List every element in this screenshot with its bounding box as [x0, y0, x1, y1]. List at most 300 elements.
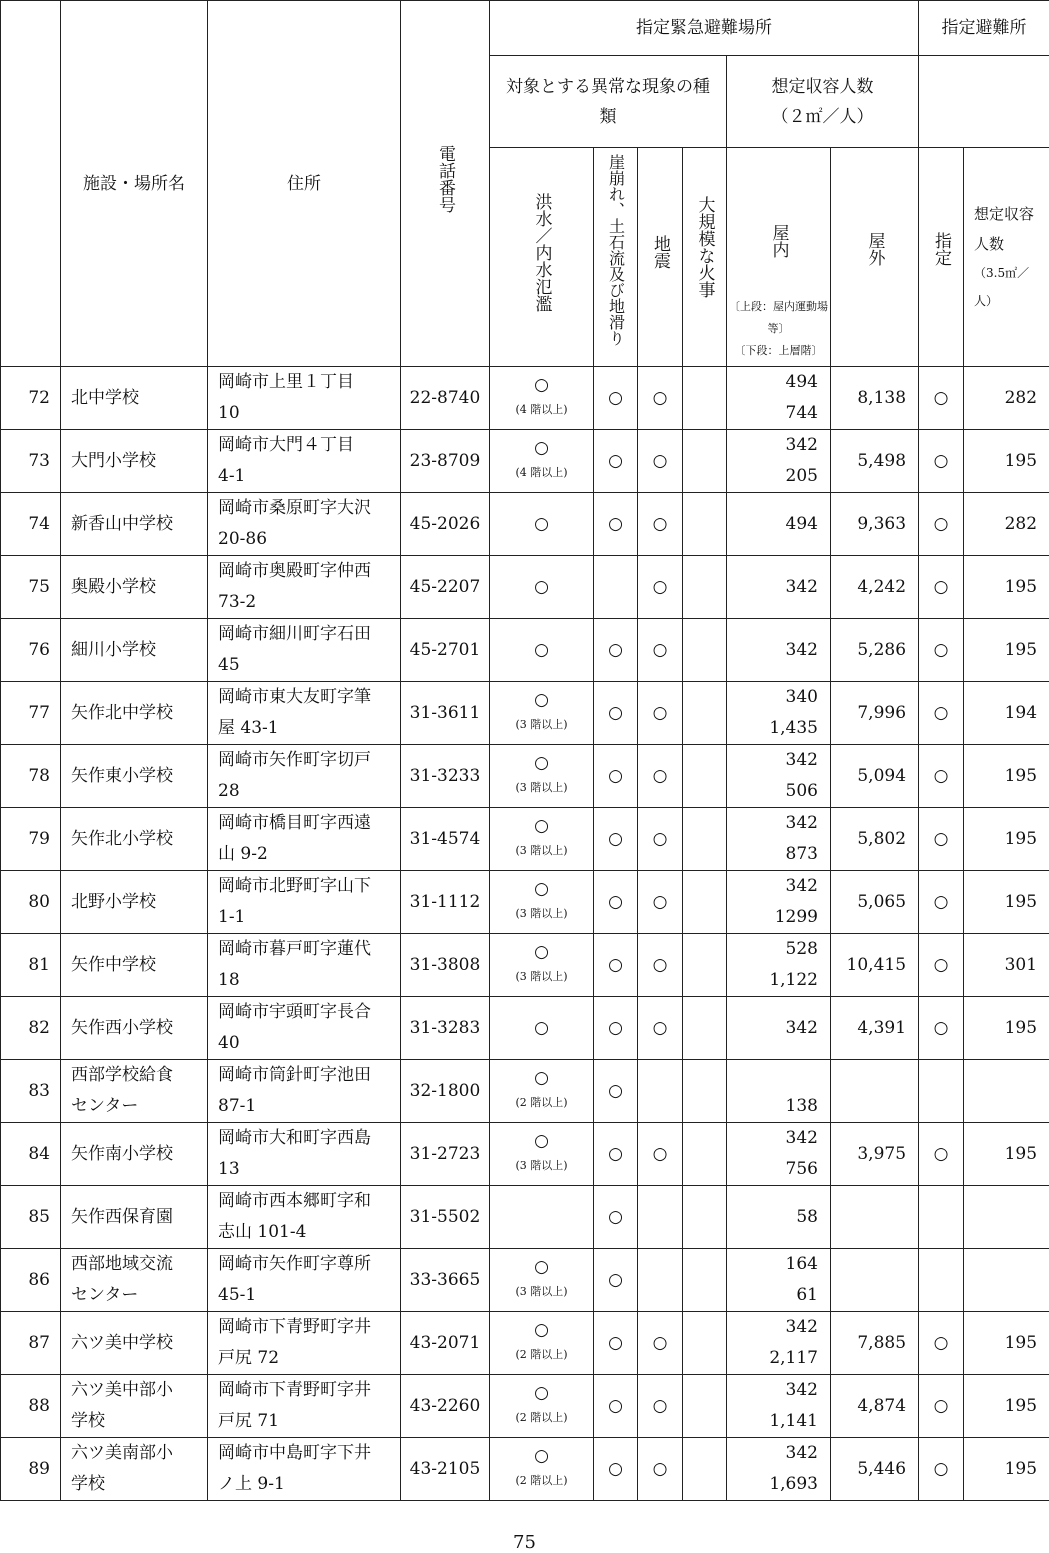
indoor-capacity-lower: 138	[785, 1096, 818, 1116]
header-no	[1, 1, 61, 367]
landslide-mark: ○	[594, 997, 638, 1060]
indoor-capacity-cell	[727, 430, 831, 493]
header-designated: 指定	[919, 148, 964, 367]
indoor-capacity-upper: 342	[785, 750, 818, 770]
row-number: 76	[1, 619, 61, 682]
address-line2: 20-86	[218, 529, 268, 549]
page-number: 75	[513, 1532, 536, 1553]
landslide-mark: ○	[594, 1123, 638, 1186]
address-cell	[208, 430, 401, 493]
designated-mark: ○	[919, 808, 964, 871]
address-line2: 戸尻 72	[218, 1348, 280, 1368]
address-line2: 87-1	[218, 1096, 257, 1116]
address-line1: 岡崎市桑原町字大沢	[218, 498, 371, 518]
fire-mark	[683, 1438, 727, 1501]
address-line2: 志山 101-4	[218, 1222, 307, 1242]
row-number: 82	[1, 997, 61, 1060]
facility-name-cell	[61, 619, 208, 682]
facility-name-cell	[61, 1312, 208, 1375]
header-landslide: 崖崩れ、土石流及び地滑り	[594, 148, 638, 367]
phone-number: 31-3233	[401, 745, 490, 808]
facility-name-cell	[61, 682, 208, 745]
row-number: 73	[1, 430, 61, 493]
phone-number: 31-2723	[401, 1123, 490, 1186]
landslide-mark: ○	[594, 367, 638, 430]
phone-number: 31-1112	[401, 871, 490, 934]
facility-name: 奥殿小学校	[71, 576, 156, 597]
indoor-capacity-cell	[727, 997, 831, 1060]
flood-cell	[490, 493, 594, 556]
indoor-capacity-lower: 2,117	[769, 1348, 818, 1368]
address-line1: 岡崎市中島町字下井	[218, 1443, 371, 1463]
outdoor-capacity	[831, 1249, 919, 1312]
flood-cell	[490, 997, 594, 1060]
indoor-capacity-lower: 506	[785, 781, 818, 801]
table-row	[1, 1312, 1049, 1375]
flood-cell	[490, 1438, 594, 1501]
address-cell	[208, 1060, 401, 1123]
phone-number: 31-5502	[401, 1186, 490, 1249]
indoor-capacity-cell	[727, 1312, 831, 1375]
designated-mark: ○	[919, 493, 964, 556]
flood-floor-note: (4 階以上)	[515, 466, 568, 479]
flood-mark: ○	[534, 438, 549, 458]
flood-mark: ○	[534, 1383, 549, 1403]
facility-name: 西部地域交流	[71, 1254, 173, 1274]
outdoor-capacity: 5,498	[831, 430, 919, 493]
indoor-capacity-lower: 61	[796, 1285, 818, 1305]
indoor-capacity-cell	[727, 934, 831, 997]
flood-mark: ○	[534, 816, 549, 836]
facility-name-cell	[61, 367, 208, 430]
address-line1: 岡崎市宇頭町字長合	[218, 1002, 371, 1022]
designated-mark: ○	[919, 1375, 964, 1438]
address-line1: 岡崎市東大友町字筆	[218, 687, 371, 707]
address-line1: 岡崎市細川町字石田	[218, 624, 371, 644]
indoor-capacity-upper: 342	[785, 1128, 818, 1148]
fire-mark	[683, 1312, 727, 1375]
earthquake-mark: ○	[638, 556, 683, 619]
landslide-mark: ○	[594, 1060, 638, 1123]
flood-mark: ○	[534, 690, 549, 710]
earthquake-mark: ○	[638, 997, 683, 1060]
table-row	[1, 997, 1049, 1060]
designated-mark: ○	[919, 1123, 964, 1186]
phone-number: 33-3665	[401, 1249, 490, 1312]
address-line2: 屋 43-1	[218, 718, 279, 738]
row-number: 74	[1, 493, 61, 556]
flood-mark: ○	[534, 1446, 549, 1466]
indoor-capacity-cell	[727, 682, 831, 745]
indoor-capacity-upper	[727, 1060, 818, 1091]
indoor-capacity-lower: 744	[785, 403, 818, 423]
row-number: 88	[1, 1375, 61, 1438]
header-facility-name: 施設・場所名	[61, 1, 208, 367]
row-number: 89	[1, 1438, 61, 1501]
designated-mark: ○	[919, 619, 964, 682]
indoor-capacity-upper: 58	[796, 1206, 818, 1227]
indoor-capacity-lower: 1299	[774, 907, 818, 927]
phone-number: 31-4574	[401, 808, 490, 871]
table-row	[1, 934, 1049, 997]
landslide-mark: ○	[594, 934, 638, 997]
address-line2: 40	[218, 1033, 240, 1053]
outdoor-capacity: 5,286	[831, 619, 919, 682]
flood-cell	[490, 430, 594, 493]
row-number: 78	[1, 745, 61, 808]
indoor-capacity-upper: 340	[785, 687, 818, 707]
facility-name: 西部学校給食	[71, 1065, 173, 1085]
designated-mark: ○	[919, 745, 964, 808]
address-cell	[208, 1312, 401, 1375]
phone-number: 31-3808	[401, 934, 490, 997]
table-row	[1, 1123, 1049, 1186]
designated-mark	[919, 1186, 964, 1249]
shelter-capacity: 195	[964, 808, 1049, 871]
flood-cell	[490, 934, 594, 997]
shelter-capacity: 301	[964, 934, 1049, 997]
landslide-mark: ○	[594, 871, 638, 934]
fire-mark	[683, 1123, 727, 1186]
row-number: 87	[1, 1312, 61, 1375]
indoor-capacity-upper: 164	[785, 1254, 818, 1274]
designated-mark: ○	[919, 367, 964, 430]
address-cell	[208, 1123, 401, 1186]
fire-mark	[683, 745, 727, 808]
indoor-capacity-upper: 342	[785, 435, 818, 455]
phone-number: 23-8709	[401, 430, 490, 493]
fire-mark	[683, 997, 727, 1060]
address-cell	[208, 745, 401, 808]
flood-floor-note: (2 階以上)	[515, 1096, 568, 1109]
designated-mark: ○	[919, 997, 964, 1060]
header-earthquake: 地震	[638, 148, 683, 367]
fire-mark	[683, 430, 727, 493]
facility-name-line2: 学校	[71, 1411, 105, 1431]
header-outdoor: 屋外	[831, 148, 919, 367]
address-line1: 岡崎市上里１丁目	[218, 372, 354, 392]
facility-name: 矢作北小学校	[71, 828, 173, 849]
address-line1: 岡崎市大和町字西島	[218, 1128, 371, 1148]
shelter-capacity: 195	[964, 1438, 1049, 1501]
designated-mark: ○	[919, 1312, 964, 1375]
facility-name-cell	[61, 808, 208, 871]
earthquake-mark	[638, 1186, 683, 1249]
indoor-capacity-lower: 1,122	[769, 970, 818, 990]
flood-floor-note: (2 階以上)	[515, 1411, 568, 1424]
landslide-mark: ○	[594, 1312, 638, 1375]
designated-mark: ○	[919, 682, 964, 745]
indoor-capacity-cell	[727, 1186, 831, 1249]
outdoor-capacity: 9,363	[831, 493, 919, 556]
earthquake-mark: ○	[638, 1438, 683, 1501]
indoor-capacity-lower: 756	[785, 1159, 818, 1179]
earthquake-mark: ○	[638, 430, 683, 493]
facility-name: 矢作中学校	[71, 954, 156, 975]
header-shelter-blank	[919, 56, 1049, 148]
outdoor-capacity: 4,242	[831, 556, 919, 619]
fire-mark	[683, 1375, 727, 1438]
shelter-capacity: 195	[964, 997, 1049, 1060]
earthquake-mark: ○	[638, 1123, 683, 1186]
flood-cell	[490, 1312, 594, 1375]
address-cell	[208, 493, 401, 556]
facility-name-line2: センター	[71, 1285, 139, 1305]
indoor-capacity-cell	[727, 1060, 831, 1123]
indoor-capacity-upper: 342	[785, 1317, 818, 1337]
outdoor-capacity: 4,874	[831, 1375, 919, 1438]
table-row	[1, 1249, 1049, 1312]
indoor-capacity-lower: 873	[785, 844, 818, 864]
earthquake-mark: ○	[638, 493, 683, 556]
address-line2: 73-2	[218, 592, 257, 612]
phone-number: 43-2260	[401, 1375, 490, 1438]
header-indoor: 屋内 〔上段：屋内運動場等〕 〔下段：上層階〕	[727, 148, 831, 367]
header-shelter: 指定避難所	[919, 1, 1049, 56]
earthquake-mark: ○	[638, 934, 683, 997]
indoor-capacity-cell	[727, 556, 831, 619]
shelter-capacity: 195	[964, 1123, 1049, 1186]
indoor-capacity-cell	[727, 1438, 831, 1501]
earthquake-mark: ○	[638, 745, 683, 808]
outdoor-capacity: 5,094	[831, 745, 919, 808]
flood-mark: ○	[534, 879, 549, 899]
flood-floor-note: (3 階以上)	[515, 1159, 568, 1172]
address-line1: 岡崎市橋目町字西遠	[218, 813, 371, 833]
facility-name: 大門小学校	[71, 450, 156, 471]
address-line1: 岡崎市下青野町字井	[218, 1317, 371, 1337]
row-number: 81	[1, 934, 61, 997]
flood-cell	[490, 619, 594, 682]
designated-mark: ○	[919, 934, 964, 997]
flood-cell	[490, 1375, 594, 1438]
row-number: 84	[1, 1123, 61, 1186]
shelter-capacity: 282	[964, 367, 1049, 430]
address-cell	[208, 997, 401, 1060]
address-line1: 岡崎市矢作町字尊所	[218, 1254, 371, 1274]
facility-name: 六ツ美中部小	[71, 1380, 173, 1400]
address-line2: ノ上 9-1	[218, 1474, 285, 1494]
table-row	[1, 556, 1049, 619]
indoor-capacity-cell	[727, 1375, 831, 1438]
shelter-capacity	[964, 1060, 1049, 1123]
phone-number: 45-2026	[401, 493, 490, 556]
phone-number: 31-3283	[401, 997, 490, 1060]
flood-cell	[490, 556, 594, 619]
facility-name: 六ツ美南部小	[71, 1443, 173, 1463]
flood-cell	[490, 1060, 594, 1123]
facility-name: 矢作南小学校	[71, 1143, 173, 1164]
flood-mark: ○	[534, 1320, 549, 1340]
address-line1: 岡崎市矢作町字切戸	[218, 750, 371, 770]
flood-mark: ○	[534, 1018, 549, 1038]
address-line2: 28	[218, 781, 240, 801]
row-number: 86	[1, 1249, 61, 1312]
phone-number: 31-3611	[401, 682, 490, 745]
landslide-mark: ○	[594, 430, 638, 493]
header-flood: 洪水／内水氾濫	[490, 148, 594, 367]
designated-mark: ○	[919, 871, 964, 934]
address-line2: 4-1	[218, 466, 246, 486]
indoor-capacity-upper: 342	[785, 1443, 818, 1463]
address-line2: 45	[218, 655, 240, 675]
shelter-capacity: 195	[964, 619, 1049, 682]
address-cell	[208, 871, 401, 934]
landslide-mark: ○	[594, 1186, 638, 1249]
landslide-mark: ○	[594, 619, 638, 682]
flood-floor-note: (4 階以上)	[515, 403, 568, 416]
flood-cell	[490, 1249, 594, 1312]
facility-name: 北中学校	[71, 387, 139, 408]
row-number: 72	[1, 367, 61, 430]
shelter-capacity: 194	[964, 682, 1049, 745]
address-cell	[208, 1249, 401, 1312]
address-line2: 10	[218, 403, 240, 423]
fire-mark	[683, 367, 727, 430]
row-number: 77	[1, 682, 61, 745]
facility-name-cell	[61, 934, 208, 997]
address-line1: 岡崎市筒針町字池田	[218, 1065, 371, 1085]
facility-name: 矢作西保育園	[71, 1206, 173, 1227]
indoor-capacity-lower: 1,435	[769, 718, 818, 738]
facility-name-cell	[61, 1123, 208, 1186]
address-cell	[208, 1438, 401, 1501]
flood-mark: ○	[534, 577, 549, 597]
facility-name: 矢作北中学校	[71, 702, 173, 723]
header-phenomena: 対象とする異常な現象の種類	[490, 56, 727, 148]
facility-name-line2: センター	[71, 1096, 139, 1116]
address-line2: 45-1	[218, 1285, 257, 1305]
flood-mark: ○	[534, 514, 549, 534]
flood-cell	[490, 682, 594, 745]
flood-floor-note: (2 階以上)	[515, 1474, 568, 1487]
landslide-mark: ○	[594, 808, 638, 871]
flood-mark: ○	[534, 640, 549, 660]
table-row	[1, 1438, 1049, 1501]
indoor-capacity-upper: 494	[785, 513, 818, 534]
row-number: 83	[1, 1060, 61, 1123]
outdoor-capacity: 10,415	[831, 934, 919, 997]
indoor-capacity-upper: 342	[785, 576, 818, 597]
table-row	[1, 430, 1049, 493]
address-cell	[208, 556, 401, 619]
flood-floor-note: (3 階以上)	[515, 718, 568, 731]
header-emergency-site: 指定緊急避難場所	[490, 1, 919, 56]
facility-name: 細川小学校	[71, 639, 156, 660]
table-row	[1, 619, 1049, 682]
address-cell	[208, 682, 401, 745]
flood-mark: ○	[534, 942, 549, 962]
indoor-capacity-cell	[727, 619, 831, 682]
outdoor-capacity: 5,802	[831, 808, 919, 871]
header-capacity: 想定収容人数 （２㎡／人）	[727, 56, 919, 148]
landslide-mark: ○	[594, 493, 638, 556]
address-cell	[208, 1375, 401, 1438]
indoor-capacity-upper: 342	[785, 639, 818, 660]
facility-name-line2: 学校	[71, 1474, 105, 1494]
facility-name: 北野小学校	[71, 891, 156, 912]
indoor-capacity-upper: 342	[785, 1380, 818, 1400]
flood-cell	[490, 1186, 594, 1249]
facility-name-cell	[61, 871, 208, 934]
address-line2: 戸尻 71	[218, 1411, 280, 1431]
shelter-capacity: 195	[964, 745, 1049, 808]
facility-name-cell	[61, 556, 208, 619]
address-line1: 岡崎市暮戸町字蓮代	[218, 939, 371, 959]
facility-name-cell	[61, 430, 208, 493]
designated-mark	[919, 1249, 964, 1312]
header-fire: 大規模な火事	[683, 148, 727, 367]
flood-mark: ○	[534, 1257, 549, 1277]
address-cell	[208, 367, 401, 430]
phone-number: 43-2071	[401, 1312, 490, 1375]
landslide-mark: ○	[594, 745, 638, 808]
table-row	[1, 1186, 1049, 1249]
table-row	[1, 745, 1049, 808]
header-phone: 電話番号	[401, 1, 490, 367]
address-cell	[208, 1186, 401, 1249]
facility-name-cell	[61, 997, 208, 1060]
fire-mark	[683, 1249, 727, 1312]
facility-name: 矢作東小学校	[71, 765, 173, 786]
shelter-capacity	[964, 1249, 1049, 1312]
outdoor-capacity: 5,446	[831, 1438, 919, 1501]
landslide-mark	[594, 556, 638, 619]
table-row	[1, 1060, 1049, 1123]
outdoor-capacity: 4,391	[831, 997, 919, 1060]
outdoor-capacity: 7,996	[831, 682, 919, 745]
address-cell	[208, 619, 401, 682]
outdoor-capacity: 3,975	[831, 1123, 919, 1186]
table-row	[1, 682, 1049, 745]
address-cell	[208, 808, 401, 871]
flood-mark: ○	[534, 375, 549, 395]
indoor-capacity-cell	[727, 493, 831, 556]
fire-mark	[683, 556, 727, 619]
flood-cell	[490, 367, 594, 430]
outdoor-capacity: 7,885	[831, 1312, 919, 1375]
fire-mark	[683, 934, 727, 997]
indoor-capacity-upper: 528	[785, 939, 818, 959]
landslide-mark: ○	[594, 1249, 638, 1312]
phone-number: 32-1800	[401, 1060, 490, 1123]
facility-name: 矢作西小学校	[71, 1017, 173, 1038]
fire-mark	[683, 493, 727, 556]
indoor-capacity-lower: 1,693	[769, 1474, 818, 1494]
indoor-capacity-cell	[727, 367, 831, 430]
facility-name: 新香山中学校	[71, 513, 173, 534]
indoor-capacity-cell	[727, 1249, 831, 1312]
indoor-capacity-cell	[727, 745, 831, 808]
designated-mark	[919, 1060, 964, 1123]
indoor-capacity-lower: 205	[785, 466, 818, 486]
table-row	[1, 808, 1049, 871]
flood-floor-note: (3 階以上)	[515, 1285, 568, 1298]
header-shelter-capacity: 想定収容人数 （3.5㎡／人）	[964, 148, 1049, 367]
fire-mark	[683, 808, 727, 871]
earthquake-mark	[638, 1060, 683, 1123]
facility-name-cell	[61, 745, 208, 808]
indoor-capacity-upper: 342	[785, 1017, 818, 1038]
table-row	[1, 367, 1049, 430]
address-line2: 山 9-2	[218, 844, 268, 864]
outdoor-capacity	[831, 1060, 919, 1123]
landslide-mark: ○	[594, 1438, 638, 1501]
flood-floor-note: (3 階以上)	[515, 844, 568, 857]
flood-mark: ○	[534, 1131, 549, 1151]
flood-cell	[490, 1123, 594, 1186]
flood-cell	[490, 871, 594, 934]
